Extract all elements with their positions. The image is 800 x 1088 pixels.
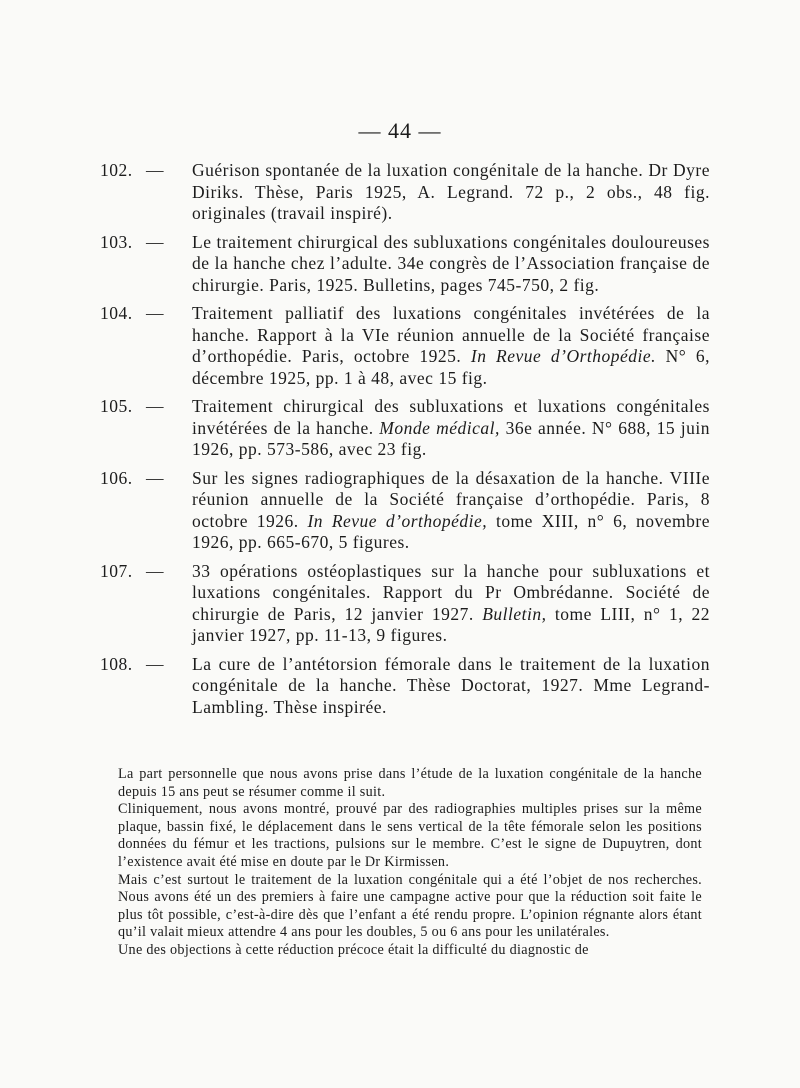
entry-text-part: Traitement palliatif des luxations congénitales invétérées de la hanche. Rapport à la VIe réunion annuelle de la Société française d’orthopédie. Paris, octobre 1925. [192,303,710,366]
entry-text [192,561,710,647]
page-number: — 44 — [358,118,442,143]
entry-dash: — [146,303,164,323]
entry-number: 104. [100,303,133,323]
entry-number: 102. [100,160,133,180]
bibliography-entry [100,303,710,389]
entry-text-part: 36e année. N° 688, 15 juin 1926, pp. 573-586, avec 23 fig. [192,417,710,459]
summary-paragraph: Mais c’est surtout le traitement de la luxation congénitale qui a été l’objet de nos recherches. Nous avons été un des premiers à faire une campagne active pour que la réduction soit faite le plus tôt possible, c’est-à-dire dès que l’enfant a été rendu propre. L’opinion régnante alors étant qu’il valait mieux attendre 4 ans pour les doubles, 5 ou 6 ans pour les unilatérales. [118,871,702,941]
bibliography-entry [100,468,710,554]
entry-text-part: 33 opérations ostéoplastiques sur la hanche pour subluxations et luxations congénitales. Rapport du Pr Ombrédanne. Société de chirurgie de Paris, 12 janvier 1927. [192,560,710,624]
entry-text: Guérison spontanée de la luxation congénitale de la hanche. Dr Dyre Diriks. Thèse, Paris 1925, A. Legrand. 72 p., 2 obs., 48 fig. originales (travail inspiré). [192,160,710,223]
bibliography-list [100,160,710,725]
entry-text [192,468,710,554]
entry-text [192,396,710,461]
entry-number: 105. [100,396,133,416]
bibliography-entry [100,561,710,647]
summary-paragraph: Une des objections à cette réduction précoce était la difficulté du diagnostic de [118,941,589,958]
entry-number: 108. [100,653,133,674]
journal-title: In Revue d’Orthopédie. [470,346,657,366]
bibliography-entry [100,160,710,225]
entry-text-part: tome XIII, n° 6, novembre 1926, pp. 665-670, 5 figures. [192,510,710,552]
entry-text-part: Sur les signes radiographiques de la désaxation de la hanche. VIIIe réunion annuelle de la Société française d’orthopédie. Paris, 8 octobre 1926. [192,467,710,531]
summary-text [118,766,702,960]
entry-text-part: Traitement chirurgical des subluxations et luxations congénitales invétérées de la hanche. [192,396,710,438]
entry-text: Le traitement chirurgical des subluxations congénitales douloureuses de la hanche chez l’adulte. 34e congrès de l’Association française de chirurgie. Paris, 1925. Bulletins, pages 745-750, 2 fig. [192,231,710,295]
entry-dash: — [146,653,164,674]
journal-title: Bulletin, [482,603,547,624]
entry-dash: — [146,160,164,180]
entry-number: 103. [100,231,133,252]
bibliography-entry [100,232,710,297]
bibliography-entry [100,396,710,461]
journal-title: Monde médical, [379,417,500,438]
entry-number: 106. [100,467,133,488]
journal-title: In Revue d’orthopédie, [307,510,488,531]
bibliography-entry [100,654,710,719]
entry-text [192,303,710,389]
entry-text: La cure de l’antétorsion fémorale dans le traitement de la luxation congénitale de la hanche. Thèse Doctorat, 1927. Mme Legrand-Lambling. Thèse inspirée. [192,653,710,717]
summary-paragraph: Cliniquement, nous avons montré, prouvé par des radiographies multiples prises sur la même plaque, bassin fixé, le déplacement dans le sens vertical de la tête fémorale selon les positions données du fémur et les tractions, pulsions sur le membre. C’est le signe de Dupuytren, dont l’existence avait été mise en doute par le Dr Kirmissen. [118,801,702,870]
entry-text-part: N° 6, décembre 1925, pp. 1 à 48, avec 15 fig. [192,346,711,388]
entry-dash: — [146,467,164,488]
entry-number: 107. [100,560,133,581]
entry-dash: — [146,231,164,252]
entry-text-part: tome LIII, n° 1, 22 janvier 1927, pp. 11-13, 9 figures. [192,603,711,645]
entry-dash: — [146,396,164,416]
summary-paragraph: La part personnelle que nous avons prise dans l’étude de la luxation congénitale de la hanche depuis 15 ans peut se résumer comme il suit. [118,766,702,800]
entry-dash: — [146,560,164,581]
